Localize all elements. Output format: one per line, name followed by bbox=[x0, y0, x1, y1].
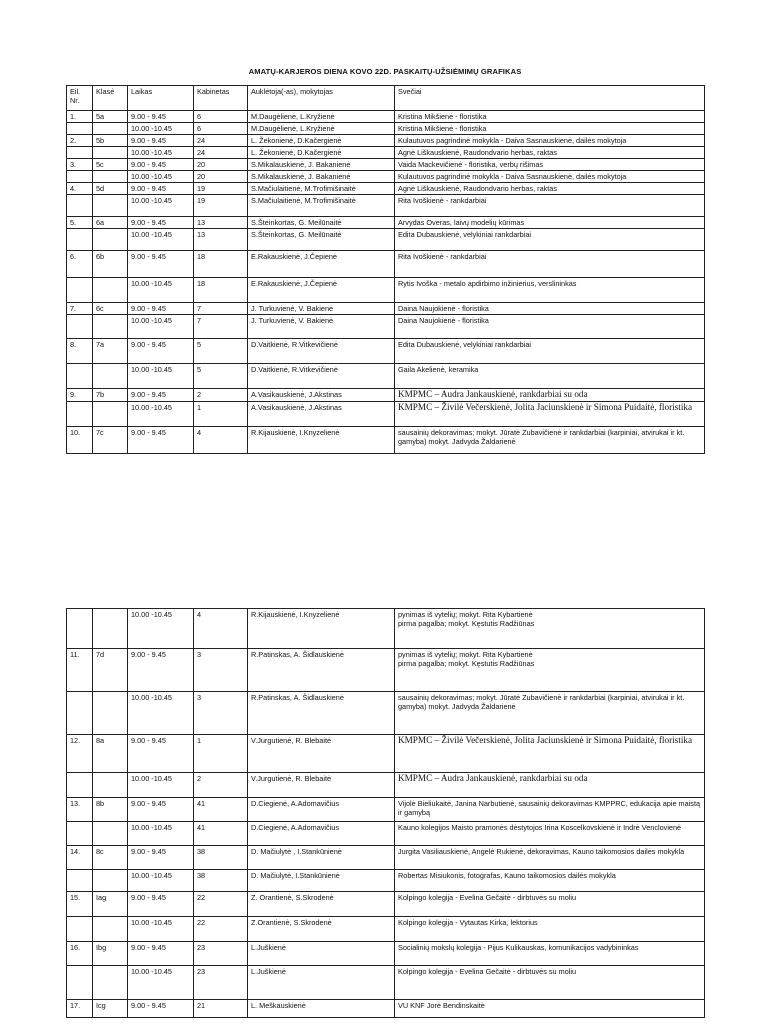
table-row bbox=[67, 171, 705, 183]
row-time: 10.00 -10.45 bbox=[128, 402, 194, 427]
row-time: 9.00 - 9.45 bbox=[128, 339, 194, 364]
row-room: 13 bbox=[194, 217, 248, 229]
row-number bbox=[67, 692, 93, 735]
row-teachers: V.Jurgutienė, R. Blebaitė bbox=[248, 735, 395, 773]
row-guests: Daina Naujokienė - floristika bbox=[395, 315, 705, 339]
row-guests: Edita Dubauskienė, velykiniai rankdarbiai bbox=[395, 339, 705, 364]
row-time: 9.00 - 9.45 bbox=[128, 846, 194, 870]
table-row bbox=[67, 229, 705, 251]
row-teachers: J. Turkuvienė, V. Bakienė bbox=[248, 315, 395, 339]
row-number: 8. bbox=[67, 339, 93, 364]
row-class bbox=[93, 966, 128, 1000]
row-room: 13 bbox=[194, 229, 248, 251]
row-time: 9.00 - 9.45 bbox=[128, 427, 194, 454]
row-number: 11. bbox=[67, 649, 93, 692]
row-number: 3. bbox=[67, 159, 93, 171]
row-teachers: D.Vaitkienė, R.Vitkevičienė bbox=[248, 364, 395, 389]
row-class: 5b bbox=[93, 135, 128, 147]
row-teachers: E.Rakauskienė, J.Čepienė bbox=[248, 278, 395, 303]
table-row bbox=[67, 609, 705, 649]
row-teachers: S.Mačiulaitienė, M.Trofimišinaitė bbox=[248, 183, 395, 195]
row-class bbox=[93, 870, 128, 892]
row-class bbox=[93, 364, 128, 389]
row-guests: Rytis Ivoška - metalo apdirbimo inžinierius, verslininkas bbox=[395, 278, 705, 303]
row-teachers: D. Mačiulytė , I.Stankūnienė bbox=[248, 846, 395, 870]
row-time: 9.00 - 9.45 bbox=[128, 303, 194, 315]
row-room: 23 bbox=[194, 942, 248, 966]
row-teachers: S.Mačiulaitienė, M.Trofimišinaitė bbox=[248, 195, 395, 217]
row-teachers: M.Daugėlienė, L.Kryžienė bbox=[248, 123, 395, 135]
row-class: 6c bbox=[93, 303, 128, 315]
row-teachers: E.Rakauskienė, J.Čepienė bbox=[248, 251, 395, 278]
row-room: 2 bbox=[194, 389, 248, 402]
row-number: 14. bbox=[67, 846, 93, 870]
table-row bbox=[67, 798, 705, 822]
row-guests: Vaida Mackevičienė - floristika, verbų rišimas bbox=[395, 159, 705, 171]
row-time: 9.00 - 9.45 bbox=[128, 389, 194, 402]
row-number: 2. bbox=[67, 135, 93, 147]
table-row bbox=[67, 773, 705, 798]
table-header-row bbox=[67, 86, 705, 111]
table-row bbox=[67, 402, 705, 427]
table-row bbox=[67, 364, 705, 389]
row-time: 9.00 - 9.45 bbox=[128, 135, 194, 147]
row-room: 1 bbox=[194, 735, 248, 773]
row-guests: Jurgita Vasiliauskienė, Angelė Rukienė, dekoravimas, Kauno taikomosios dailės mokykla bbox=[395, 846, 705, 870]
row-room: 22 bbox=[194, 917, 248, 942]
row-guests: Vijolė Bieliukaitė, Janina Narbutienė, sausainių dekoravimas KMPPRC, edukacija apie maistą ir gamybą bbox=[395, 798, 705, 822]
row-teachers: Z. Orantienė, S.Skrodenė bbox=[248, 892, 395, 917]
row-time: 10.00 -10.45 bbox=[128, 229, 194, 251]
row-guests: KMPMC – Živilė Večerskienė, Jolita Jaciunskienė ir Simona Puidaitė, floristika bbox=[395, 735, 705, 773]
row-guests: sausainių dekoravimas; mokyt. Jūratė Zubavičienė ir rankdarbiai (karpiniai, atvirukai ir kt. gamyba) mokyt. Jadvyda Žaldarienė bbox=[395, 692, 705, 735]
row-time: 9.00 - 9.45 bbox=[128, 735, 194, 773]
row-room: 19 bbox=[194, 183, 248, 195]
header-class: Klasė bbox=[93, 86, 128, 111]
row-time: 10.00 -10.45 bbox=[128, 278, 194, 303]
row-class: Icg bbox=[93, 1000, 128, 1018]
row-number: 1. bbox=[67, 111, 93, 123]
header-teachers: Auklėtoja(-as), mokytojas bbox=[248, 86, 395, 111]
row-class: 8c bbox=[93, 846, 128, 870]
row-guests: Kolpingo kolegija - Vytautas Kirka, lektorius bbox=[395, 917, 705, 942]
row-guests: KMPMC – Audra Jankauskienė, rankdarbiai su oda bbox=[395, 773, 705, 798]
header-room: Kabinetas bbox=[194, 86, 248, 111]
row-room: 24 bbox=[194, 147, 248, 159]
row-guests: Kristina Mikšienė - floristika bbox=[395, 123, 705, 135]
row-teachers: S.Šteinkortas, G. Meilūnaitė bbox=[248, 217, 395, 229]
row-time: 9.00 - 9.45 bbox=[128, 183, 194, 195]
row-guests: Rita Ivoškienė - rankdarbiai bbox=[395, 195, 705, 217]
row-class: Ibg bbox=[93, 942, 128, 966]
row-class: 8a bbox=[93, 735, 128, 773]
table-row bbox=[67, 159, 705, 171]
table-row bbox=[67, 1000, 705, 1018]
row-time: 10.00 -10.45 bbox=[128, 773, 194, 798]
row-teachers: R.Patinskas, A. Šidlauskienė bbox=[248, 692, 395, 735]
row-room: 3 bbox=[194, 649, 248, 692]
row-room: 6 bbox=[194, 111, 248, 123]
row-guests: KMPMC – Živilė Večerskienė, Jolita Jaciunskienė ir Simona Puidaitė, floristika bbox=[395, 402, 705, 427]
row-class bbox=[93, 278, 128, 303]
row-guests: Kristina Mikšienė - floristika bbox=[395, 111, 705, 123]
row-teachers: D. Mačiulytė, I.Stankūnienė bbox=[248, 870, 395, 892]
row-teachers: L.Juškienė bbox=[248, 966, 395, 1000]
row-teachers: D.Vaitkienė, R.Vitkevičienė bbox=[248, 339, 395, 364]
row-room: 19 bbox=[194, 195, 248, 217]
row-time: 10.00 -10.45 bbox=[128, 822, 194, 846]
row-guests: Gaila Akelienė, keramika bbox=[395, 364, 705, 389]
table-row bbox=[67, 147, 705, 159]
row-room: 20 bbox=[194, 159, 248, 171]
table-row bbox=[67, 195, 705, 217]
row-room: 22 bbox=[194, 892, 248, 917]
row-number: 6. bbox=[67, 251, 93, 278]
row-number bbox=[67, 917, 93, 942]
row-class: 5c bbox=[93, 159, 128, 171]
header-time: Laikas bbox=[128, 86, 194, 111]
row-class: 7d bbox=[93, 649, 128, 692]
row-class bbox=[93, 692, 128, 735]
row-time: 10.00 -10.45 bbox=[128, 315, 194, 339]
row-teachers: L. Žekonienė, D.Kačergienė bbox=[248, 147, 395, 159]
header-guests: Svečiai bbox=[395, 86, 705, 111]
row-teachers: R.Kijauskienė, I.Knyzelienė bbox=[248, 609, 395, 649]
row-room: 4 bbox=[194, 427, 248, 454]
row-teachers: L. Žekonienė, D.Kačergienė bbox=[248, 135, 395, 147]
row-room: 3 bbox=[194, 692, 248, 735]
row-number bbox=[67, 402, 93, 427]
row-time: 10.00 -10.45 bbox=[128, 195, 194, 217]
row-class bbox=[93, 917, 128, 942]
row-guests: pynimas iš vytelių; mokyt. Rita Kybartienė pirma pagalba; mokyt. Kęstutis Radžiūnas bbox=[395, 649, 705, 692]
row-room: 23 bbox=[194, 966, 248, 1000]
table-row bbox=[67, 735, 705, 773]
row-number bbox=[67, 870, 93, 892]
row-class bbox=[93, 147, 128, 159]
row-guests: Kulautuvos pagrindinė mokykla - Daiva Sasnauskienė, dailės mokytoja bbox=[395, 171, 705, 183]
table-row bbox=[67, 692, 705, 735]
row-class bbox=[93, 171, 128, 183]
row-teachers: Z.Orantienė, S.Skrodenė bbox=[248, 917, 395, 942]
table-row bbox=[67, 846, 705, 870]
row-time: 9.00 - 9.45 bbox=[128, 111, 194, 123]
row-room: 20 bbox=[194, 171, 248, 183]
row-room: 6 bbox=[194, 123, 248, 135]
row-class: 8b bbox=[93, 798, 128, 822]
row-time: 10.00 -10.45 bbox=[128, 171, 194, 183]
row-guests: Agnė Liškauskienė, Raudondvario herbas, raktas bbox=[395, 183, 705, 195]
row-time: 9.00 - 9.45 bbox=[128, 892, 194, 917]
row-class: 7c bbox=[93, 427, 128, 454]
table-row bbox=[67, 966, 705, 1000]
row-time: 10.00 -10.45 bbox=[128, 966, 194, 1000]
row-class: 7b bbox=[93, 389, 128, 402]
row-teachers: A.Vasikauskienė, J.Akstinas bbox=[248, 389, 395, 402]
row-number: 7. bbox=[67, 303, 93, 315]
row-guests: VU KNF Jorė Bendinskaitė bbox=[395, 1000, 705, 1018]
row-class bbox=[93, 609, 128, 649]
row-class: Iag bbox=[93, 892, 128, 917]
table-row bbox=[67, 942, 705, 966]
row-guests: Kolpingo kolegija - Evelina Gečaitė - dirbtuvės su moliu bbox=[395, 966, 705, 1000]
schedule-table-part1 bbox=[66, 85, 705, 454]
row-number: 5. bbox=[67, 217, 93, 229]
row-number: 9. bbox=[67, 389, 93, 402]
table-row bbox=[67, 822, 705, 846]
row-teachers: V.Jurgutienė, R. Blebaitė bbox=[248, 773, 395, 798]
row-teachers: J. Turkuvienė, V. Bakienė bbox=[248, 303, 395, 315]
row-class bbox=[93, 123, 128, 135]
row-number: 12. bbox=[67, 735, 93, 773]
row-time: 10.00 -10.45 bbox=[128, 870, 194, 892]
row-class bbox=[93, 773, 128, 798]
row-time: 10.00 -10.45 bbox=[128, 123, 194, 135]
table-row bbox=[67, 649, 705, 692]
row-number bbox=[67, 195, 93, 217]
row-room: 5 bbox=[194, 339, 248, 364]
row-class bbox=[93, 315, 128, 339]
row-guests: Kolpingo kolegija - Evelina Gečaitė - dirbtuvės su moliu bbox=[395, 892, 705, 917]
row-room: 38 bbox=[194, 846, 248, 870]
row-guests: Robertas Misiukonis, fotografas, Kauno taikomosios dailės mokykla bbox=[395, 870, 705, 892]
row-number bbox=[67, 278, 93, 303]
row-room: 7 bbox=[194, 303, 248, 315]
row-guests: pynimas iš vytelių; mokyt. Rita Kybartienė pirma pagalba; mokyt. Kęstutis Radžiūnas bbox=[395, 609, 705, 649]
table-row bbox=[67, 303, 705, 315]
table-row bbox=[67, 123, 705, 135]
row-number bbox=[67, 315, 93, 339]
table-row bbox=[67, 183, 705, 195]
row-guests: sausainių dekoravimas; mokyt. Jūratė Zubavičienė ir rankdarbiai (karpiniai, atvirukai ir kt. gamyba) mokyt. Jadvyda Žaldarienė bbox=[395, 427, 705, 454]
row-time: 9.00 - 9.45 bbox=[128, 798, 194, 822]
table-row bbox=[67, 135, 705, 147]
row-number bbox=[67, 123, 93, 135]
table-row bbox=[67, 870, 705, 892]
table-row bbox=[67, 251, 705, 278]
row-number bbox=[67, 773, 93, 798]
row-number: 17. bbox=[67, 1000, 93, 1018]
row-room: 24 bbox=[194, 135, 248, 147]
row-time: 9.00 - 9.45 bbox=[128, 942, 194, 966]
row-guests: Arvydas Overas, laivų modelių kūrimas bbox=[395, 217, 705, 229]
row-teachers: A.Vasikauskienė, J.Akstinas bbox=[248, 402, 395, 427]
row-number bbox=[67, 364, 93, 389]
header-nr: Eil. Nr. bbox=[67, 86, 93, 111]
row-number bbox=[67, 229, 93, 251]
row-teachers: S.Mikalauskienė, J. Bakanienė bbox=[248, 171, 395, 183]
row-class: 5a bbox=[93, 111, 128, 123]
row-teachers: L.Juškienė bbox=[248, 942, 395, 966]
row-room: 5 bbox=[194, 364, 248, 389]
row-time: 9.00 - 9.45 bbox=[128, 251, 194, 278]
row-time: 9.00 - 9.45 bbox=[128, 217, 194, 229]
row-room: 41 bbox=[194, 822, 248, 846]
table-row bbox=[67, 278, 705, 303]
row-time: 9.00 - 9.45 bbox=[128, 159, 194, 171]
row-guests: Socialinių mokslų kolegija - Pijus Kulikauskas, komunikacijos vadybininkas bbox=[395, 942, 705, 966]
row-class: 6b bbox=[93, 251, 128, 278]
row-time: 10.00 -10.45 bbox=[128, 609, 194, 649]
row-room: 2 bbox=[194, 773, 248, 798]
row-class bbox=[93, 195, 128, 217]
row-teachers: M.Daugėlienė, L.Kryžienė bbox=[248, 111, 395, 123]
row-number bbox=[67, 966, 93, 1000]
row-class: 7a bbox=[93, 339, 128, 364]
row-time: 10.00 -10.45 bbox=[128, 917, 194, 942]
row-guests: Agnė Liškauskienė, Raudondvario herbas, raktas bbox=[395, 147, 705, 159]
row-guests: Edita Dubauskienė, velykiniai rankdarbiai bbox=[395, 229, 705, 251]
row-number: 4. bbox=[67, 183, 93, 195]
row-room: 7 bbox=[194, 315, 248, 339]
row-guests: KMPMC – Audra Jankauskienė, rankdarbiai su oda bbox=[395, 389, 705, 402]
row-number: 13. bbox=[67, 798, 93, 822]
table-row bbox=[67, 315, 705, 339]
table-row bbox=[67, 892, 705, 917]
row-room: 18 bbox=[194, 278, 248, 303]
row-guests: Rita Ivoškienė - rankdarbiai bbox=[395, 251, 705, 278]
row-class bbox=[93, 229, 128, 251]
schedule-table-part2 bbox=[66, 608, 705, 1018]
row-teachers: D.Ciegienė, A.Adomavičius bbox=[248, 822, 395, 846]
row-number bbox=[67, 171, 93, 183]
row-class: 5d bbox=[93, 183, 128, 195]
row-room: 21 bbox=[194, 1000, 248, 1018]
row-time: 10.00 -10.45 bbox=[128, 364, 194, 389]
row-teachers: S.Mikalauskienė, J. Bakanienė bbox=[248, 159, 395, 171]
table-row bbox=[67, 389, 705, 402]
row-guests: Kulautuvos pagrindinė mokykla - Daiva Sasnauskienė, dailės mokytoja bbox=[395, 135, 705, 147]
row-teachers: R.Patinskas, A. Šidlauskienė bbox=[248, 649, 395, 692]
row-room: 18 bbox=[194, 251, 248, 278]
table-row bbox=[67, 917, 705, 942]
row-room: 4 bbox=[194, 609, 248, 649]
row-time: 9.00 - 9.45 bbox=[128, 1000, 194, 1018]
row-number: 10. bbox=[67, 427, 93, 454]
row-class bbox=[93, 822, 128, 846]
row-room: 38 bbox=[194, 870, 248, 892]
row-time: 9.00 - 9.45 bbox=[128, 649, 194, 692]
table-row bbox=[67, 111, 705, 123]
table-row bbox=[67, 427, 705, 454]
row-time: 10.00 -10.45 bbox=[128, 147, 194, 159]
table-row bbox=[67, 217, 705, 229]
row-teachers: S.Šteinkortas, G. Meilūnaitė bbox=[248, 229, 395, 251]
row-teachers: R.Kijauskienė, I.Knyzelienė bbox=[248, 427, 395, 454]
row-room: 41 bbox=[194, 798, 248, 822]
row-number: 16. bbox=[67, 942, 93, 966]
row-time: 10.00 -10.45 bbox=[128, 692, 194, 735]
row-teachers: D.Ciegienė, A.Adomavičius bbox=[248, 798, 395, 822]
row-guests: Kauno kolegijos Maisto pramonės dėstytojos Irina Koscelkovskienė ir Indrė Venclovienė bbox=[395, 822, 705, 846]
row-number bbox=[67, 822, 93, 846]
row-teachers: L. Meškauskienė bbox=[248, 1000, 395, 1018]
row-guests: Daina Naujokienė - floristika bbox=[395, 303, 705, 315]
row-number: 15. bbox=[67, 892, 93, 917]
row-class bbox=[93, 402, 128, 427]
row-number bbox=[67, 147, 93, 159]
row-class: 6a bbox=[93, 217, 128, 229]
row-number bbox=[67, 609, 93, 649]
table-row bbox=[67, 339, 705, 364]
row-room: 1 bbox=[194, 402, 248, 427]
document-title: AMATŲ-KARJEROS DIENA KOVO 22D. PASKAITŲ-UŽSIĖMIMŲ GRAFIKAS bbox=[248, 67, 522, 76]
